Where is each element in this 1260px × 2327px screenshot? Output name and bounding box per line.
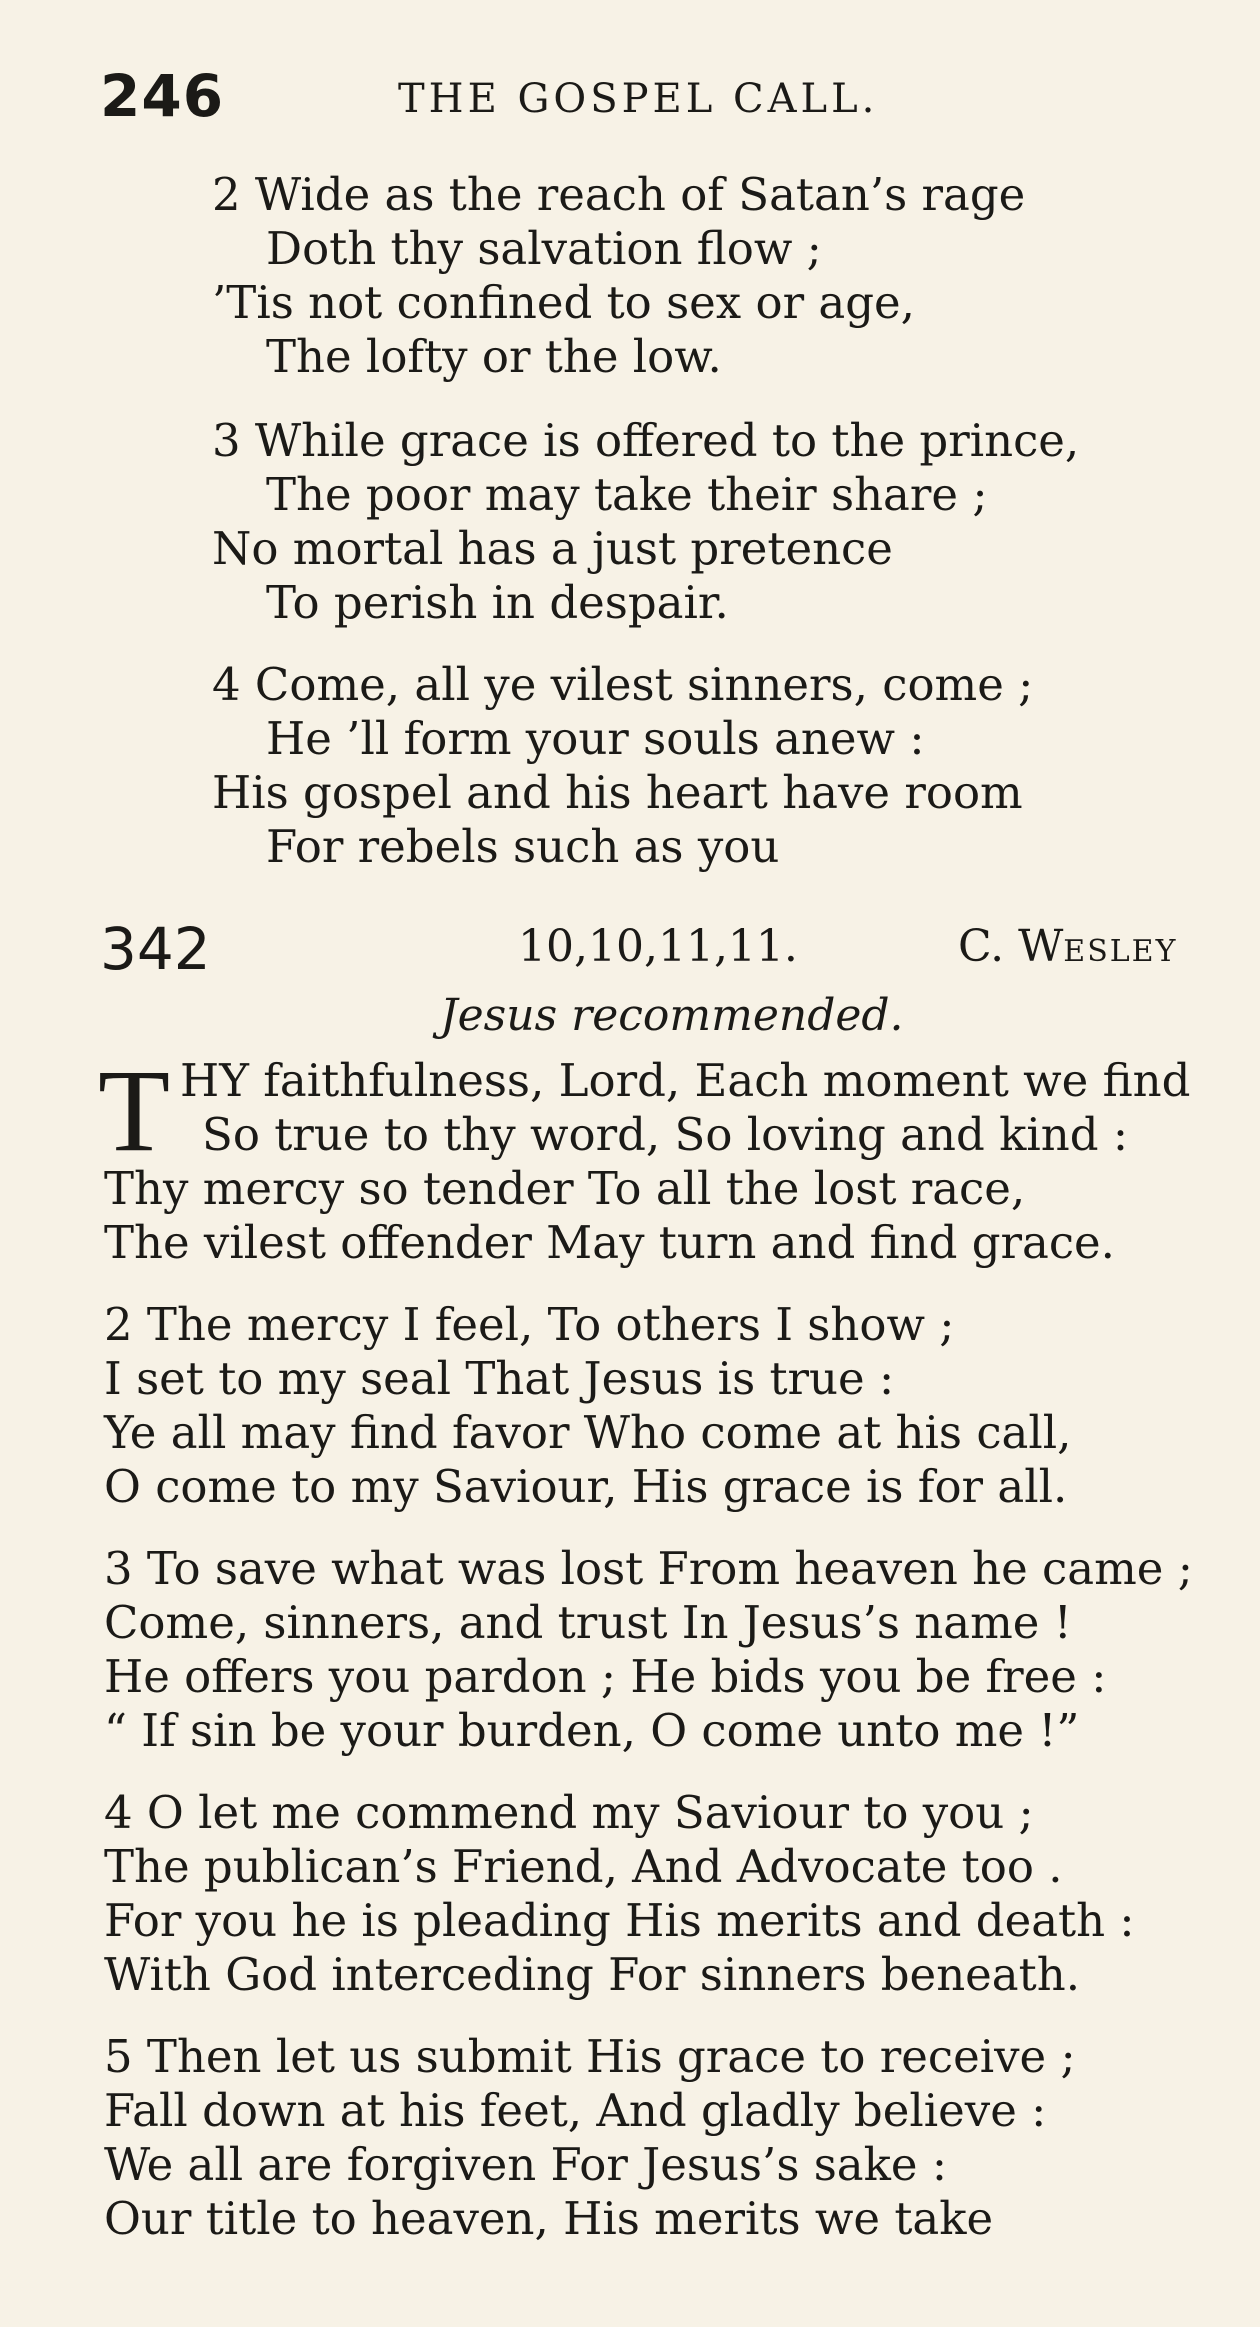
verse-line: 3 To save what was lost From heaven he came ; (104, 1542, 1193, 1595)
hymn-author (958, 921, 1177, 972)
verse-line: For you he is pleading His merits and death : (104, 1894, 1135, 1947)
verse-line: The publican’s Friend, And Advocate too . (104, 1840, 1063, 1893)
hymn-title: Jesus recommended. (440, 990, 904, 1041)
verse-line: For rebels such as you (266, 820, 780, 873)
verse-line: Come, sinners, and trust In Jesus’s name ! (104, 1596, 1072, 1649)
verse-line: His gospel and his heart have room (212, 766, 1023, 819)
page-number: 246 (100, 62, 225, 130)
verse-line: Fall down at his feet, And gladly believe : (104, 2084, 1047, 2137)
verse-line: 2 Wide as the reach of Satan’s rage (212, 168, 1026, 221)
verse-line: HY faithfulness, Lord, Each moment we find (180, 1054, 1191, 1107)
verse-line: “ If sin be your burden, O come unto me !” (104, 1704, 1080, 1757)
verse-line: O come to my Saviour, His grace is for all. (104, 1460, 1068, 1513)
verse-line: 4 O let me commend my Saviour to you ; (104, 1786, 1034, 1839)
verse-line: The vilest offender May turn and find grace. (104, 1216, 1115, 1269)
verse-line: The poor may take their share ; (266, 468, 988, 521)
verse-line: 5 Then let us submit His grace to receive ; (104, 2030, 1076, 2083)
author-initial: C. W (958, 921, 1064, 972)
verse-line: Thy mercy so tender To all the lost race, (104, 1162, 1026, 1215)
verse-line: He offers you pardon ; He bids you be free : (104, 1650, 1107, 1703)
hymn-number: 342 (100, 915, 211, 983)
verse-line: Ye all may find favor Who come at his call, (104, 1406, 1072, 1459)
hymn-meter: 10,10,11,11. (518, 921, 798, 972)
page-header (100, 62, 1200, 132)
verse-line: To perish in despair. (266, 576, 729, 629)
verse-line: Doth thy salvation flow ; (266, 222, 822, 275)
verse-line: 2 The mercy I feel, To others I show ; (104, 1298, 955, 1351)
verse-line: ’Tis not confined to sex or age, (212, 276, 915, 329)
verse-line: So true to thy word, So loving and kind : (202, 1108, 1128, 1161)
verse-line: Our title to heaven, His merits we take (104, 2192, 994, 2245)
verse-line: With God interceding For sinners beneath. (104, 1948, 1081, 2001)
verse-line: No mortal has a just pretence (212, 522, 893, 575)
author-rest: ESLEY (1063, 934, 1178, 969)
verse-line: We all are forgiven For Jesus’s sake : (104, 2138, 948, 2191)
hymn-header (100, 915, 1210, 985)
verse-line: He ’ll form your souls anew : (266, 712, 925, 765)
drop-cap: T (98, 1045, 171, 1176)
verse-line: 4 Come, all ye vilest sinners, come ; (212, 658, 1034, 711)
running-head: THE GOSPEL CALL. (398, 76, 879, 122)
verse-line: The lofty or the low. (266, 330, 722, 383)
verse-line: 3 While grace is offered to the prince, (212, 414, 1080, 467)
verse-line: I set to my seal That Jesus is true : (104, 1352, 895, 1405)
